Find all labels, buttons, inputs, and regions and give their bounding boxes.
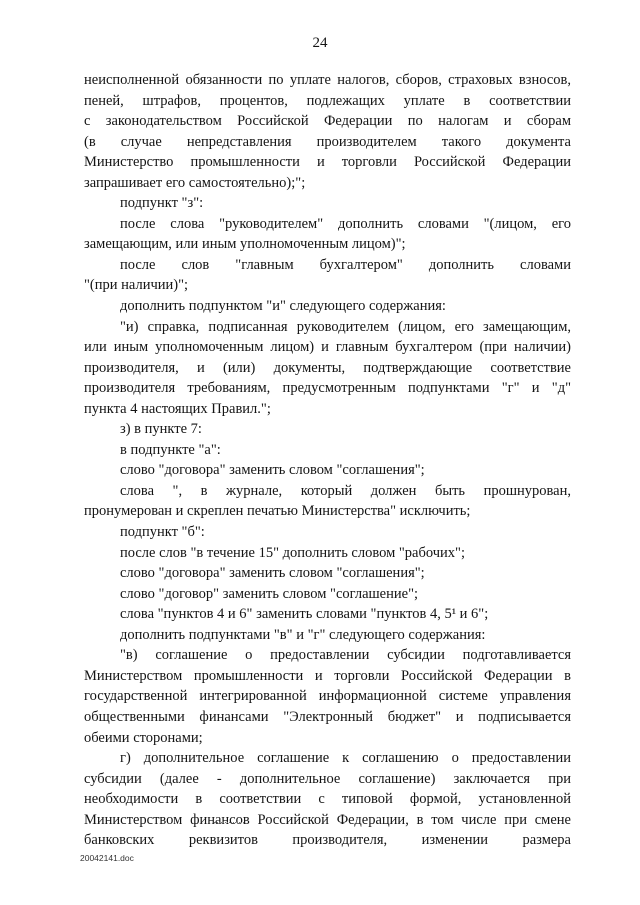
text-line: слово "договор" заменить словом "соглашение"; — [120, 585, 419, 602]
scan-mark — [214, 822, 244, 823]
file-code: 20042141.doc — [80, 853, 134, 863]
text-line: банковских реквизитов производителя, изменении размера — [84, 832, 571, 849]
text-line: пеней, штрафов, процентов, подлежащих уплате в соответствии — [84, 92, 571, 109]
text-line: пункта 4 настоящих Правил."; — [84, 400, 271, 417]
text-line: после слова "руководителем" дополнить словами "(лицом, его — [120, 215, 571, 232]
text-line: Министерство промышленности и торговли Российской Федерации — [84, 154, 571, 171]
text-line: "в) соглашение о предоставлении субсидии подготавливается — [120, 647, 571, 664]
text-line: слова "пунктов 4 и 6" заменить словами "пунктов 4, 5¹ и 6"; — [120, 606, 489, 623]
text-line: подпункт "з": — [120, 195, 204, 212]
text-line: слово "договора" заменить словом "соглашения"; — [120, 462, 425, 479]
text-line: подпункт "б": — [120, 524, 205, 541]
text-line: субсидии (далее - дополнительное соглашение) заключается при — [84, 770, 571, 787]
text-line: или иным уполномоченным лицом) и главным бухгалтером (при наличии) — [84, 339, 571, 356]
text-line: "(при наличии)"; — [84, 277, 189, 294]
text-line: производителя, и (или) документы, подтверждающие соответствие — [84, 359, 571, 376]
text-line: неисполненной обязанности по уплате налогов, сборов, страховых взносов, — [84, 72, 571, 88]
text-line: необходимости в соответствии с типовой формой, установленной — [84, 791, 571, 808]
text-line: государственной интегрированной информационной системе управления — [84, 688, 571, 705]
text-line: запрашивает его самостоятельно);"; — [84, 174, 306, 191]
text-line: "и) справка, подписанная руководителем (лицом, его замещающим, — [120, 318, 571, 335]
text-line: производителя требованиям, предусмотренным подпунктами "г" и "д" — [84, 380, 571, 397]
text-line: слово "договора" заменить словом "соглашения"; — [120, 565, 425, 582]
page-number: 24 — [312, 35, 328, 51]
text-line: с законодательством Российской Федерации по налогам и сборам — [84, 113, 571, 130]
text-line: слова ", в журнале, который должен быть прошнурован, — [120, 482, 571, 499]
text-line: дополнить подпунктом "и" следующего содержания: — [120, 298, 446, 315]
document-body — [84, 70, 571, 851]
text-line: в подпункте "а": — [120, 441, 221, 458]
text-line: обеими сторонами; — [84, 729, 203, 746]
text-line: дополнить подпунктами "в" и "г" следующего содержания: — [120, 626, 486, 643]
text-line: общественными финансами "Электронный бюджет" и подписывается — [84, 708, 571, 725]
text-line: замещающим, или иным уполномоченным лицом)"; — [84, 236, 406, 253]
text-line: г) дополнительное соглашение к соглашению о предоставлении — [120, 750, 571, 767]
text-line: после слов "главным бухгалтером" дополнить словами — [120, 256, 571, 273]
text-line: после слов "в течение 15" дополнить словом "рабочих"; — [120, 544, 465, 561]
text-line: пронумерован и скреплен печатью Министерства" исключить; — [84, 503, 471, 520]
text-line: (в случае непредставления производителем такого документа — [84, 133, 571, 150]
text-line: Министерством финансов Российской Федерации, в том числе при смене — [84, 811, 571, 828]
text-line: Министерством промышленности и торговли Российской Федерации в — [84, 667, 571, 684]
text-line: з) в пункте 7: — [120, 421, 202, 438]
